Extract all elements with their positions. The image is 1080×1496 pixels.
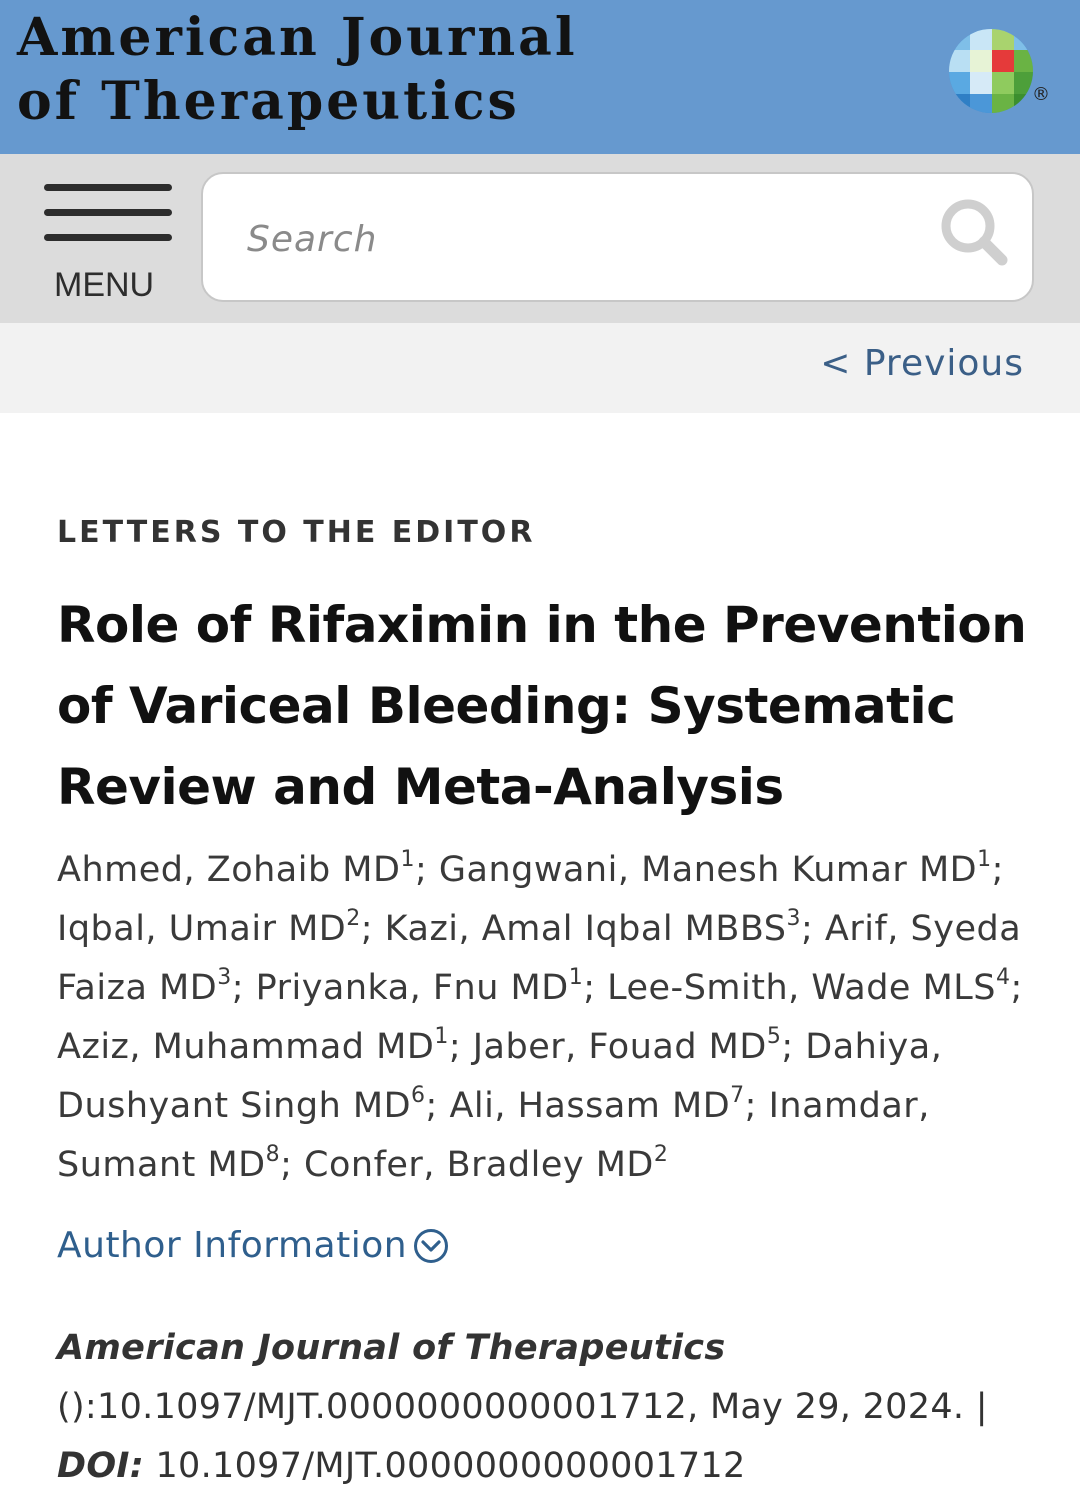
author-affiliation: 5 <box>766 1024 782 1050</box>
author-name: Confer, Bradley MD <box>304 1145 654 1185</box>
author-affiliation: 6 <box>411 1083 426 1109</box>
author-information-label: Author Information <box>57 1225 408 1266</box>
search-icon[interactable] <box>938 196 1010 268</box>
author-entry[interactable] <box>57 906 361 949</box>
author-name: Iqbal, Umair MD <box>57 909 347 949</box>
author-entry[interactable] <box>384 906 801 949</box>
author-affiliation: 3 <box>786 906 801 932</box>
chevron-down-circle-icon <box>413 1228 449 1264</box>
author-name: Arif, Syeda Faiza MD <box>57 909 1022 1008</box>
author-affiliation: 1 <box>568 965 584 991</box>
citation <box>57 1319 1032 1496</box>
wolters-kluwer-logo-icon[interactable] <box>948 28 1034 114</box>
author-entry[interactable] <box>472 1024 782 1067</box>
search-box[interactable] <box>201 172 1034 302</box>
author-entry[interactable] <box>304 1142 669 1185</box>
article-title: Role of Rifaximin in the Prevention of Variceal Bleeding: Systematic Review and Meta-Analysis <box>57 596 1027 816</box>
author-affiliation: 1 <box>400 847 415 873</box>
doi-value[interactable]: 10.1097/MJT.0000000000001712 <box>155 1446 746 1486</box>
author-entry[interactable] <box>57 847 415 890</box>
author-information-toggle[interactable] <box>57 1225 449 1266</box>
search-input[interactable] <box>245 208 889 270</box>
author-name: Gangwani, Manesh Kumar MD <box>438 850 978 890</box>
author-name: Lee-Smith, Wade MLS <box>607 968 996 1008</box>
menu-button[interactable] <box>0 154 190 323</box>
hamburger-icon <box>44 184 172 259</box>
author-name: Kazi, Amal Iqbal MBBS <box>384 909 787 949</box>
author-name: Priyanka, Fnu MD <box>255 968 569 1008</box>
author-affiliation: 2 <box>346 906 361 932</box>
menu-label: MENU <box>54 266 155 304</box>
author-list: Ahmed, Zohaib $MD^1$; Gangwani, Manesh Kumar $MD^1$; Iqbal, Umair $MD^2$; Kazi, Amal Iqbal MBBS$^3$; Arif, Syeda Faiza $MD^3$; Priyanka, Fnu $MD^1$; Lee-Smith, Wade MLS$^4$; Aziz, Muhammad $MD^1$; Jaber, Fouad $MD^5$; Dahiya, Dushyant Singh $MD^6$; Ali, Hassam $MD^7$; Inamdar, Sumant $MD^8$; Confer, Bradley $MD^2$ <box>57 847 1023 1185</box>
author-entry[interactable] <box>438 847 992 890</box>
author-entry[interactable] <box>449 1083 745 1126</box>
author-affiliation: 3 <box>217 965 232 991</box>
author-entry[interactable] <box>57 1024 449 1067</box>
author-name: Inamdar, Sumant MD <box>57 1086 930 1185</box>
author-name: Ali, Hassam MD <box>449 1086 731 1126</box>
author-affiliation: 8 <box>265 1142 281 1168</box>
journal-header <box>0 0 1080 154</box>
journal-title[interactable] <box>17 6 578 134</box>
author-entry[interactable] <box>607 965 1011 1008</box>
author-affiliation: 1 <box>977 847 992 873</box>
previous-link[interactable]: < Previous <box>820 343 1024 384</box>
author-name: Aziz, Muhammad MD <box>57 1027 435 1067</box>
author-affiliation: 1 <box>434 1024 449 1050</box>
author-name: Jaber, Fouad MD <box>472 1027 767 1067</box>
author-affiliation: 4 <box>996 965 1011 991</box>
citation-journal[interactable]: American Journal of Therapeutics <box>57 1328 726 1368</box>
citation-details: ():10.1097/MJT.0000000000001712, May 29, 2024. | <box>57 1387 988 1427</box>
journal-title-line-1: American Journal <box>17 7 578 68</box>
author-name: Ahmed, Zohaib MD <box>57 850 401 890</box>
toolbar <box>0 154 1080 323</box>
author-affiliation: 7 <box>730 1083 745 1109</box>
article-navigation <box>0 323 1080 413</box>
doi-label: DOI: <box>57 1446 145 1486</box>
author-name: Dahiya, Dushyant Singh MD <box>57 1027 943 1126</box>
registered-mark: ® <box>1032 84 1050 105</box>
author-affiliation: 2 <box>653 1142 669 1168</box>
author-entry[interactable] <box>255 965 584 1008</box>
section-label: LETTERS TO THE EDITOR <box>57 515 536 550</box>
journal-title-line-2: of Therapeutics <box>17 71 520 132</box>
